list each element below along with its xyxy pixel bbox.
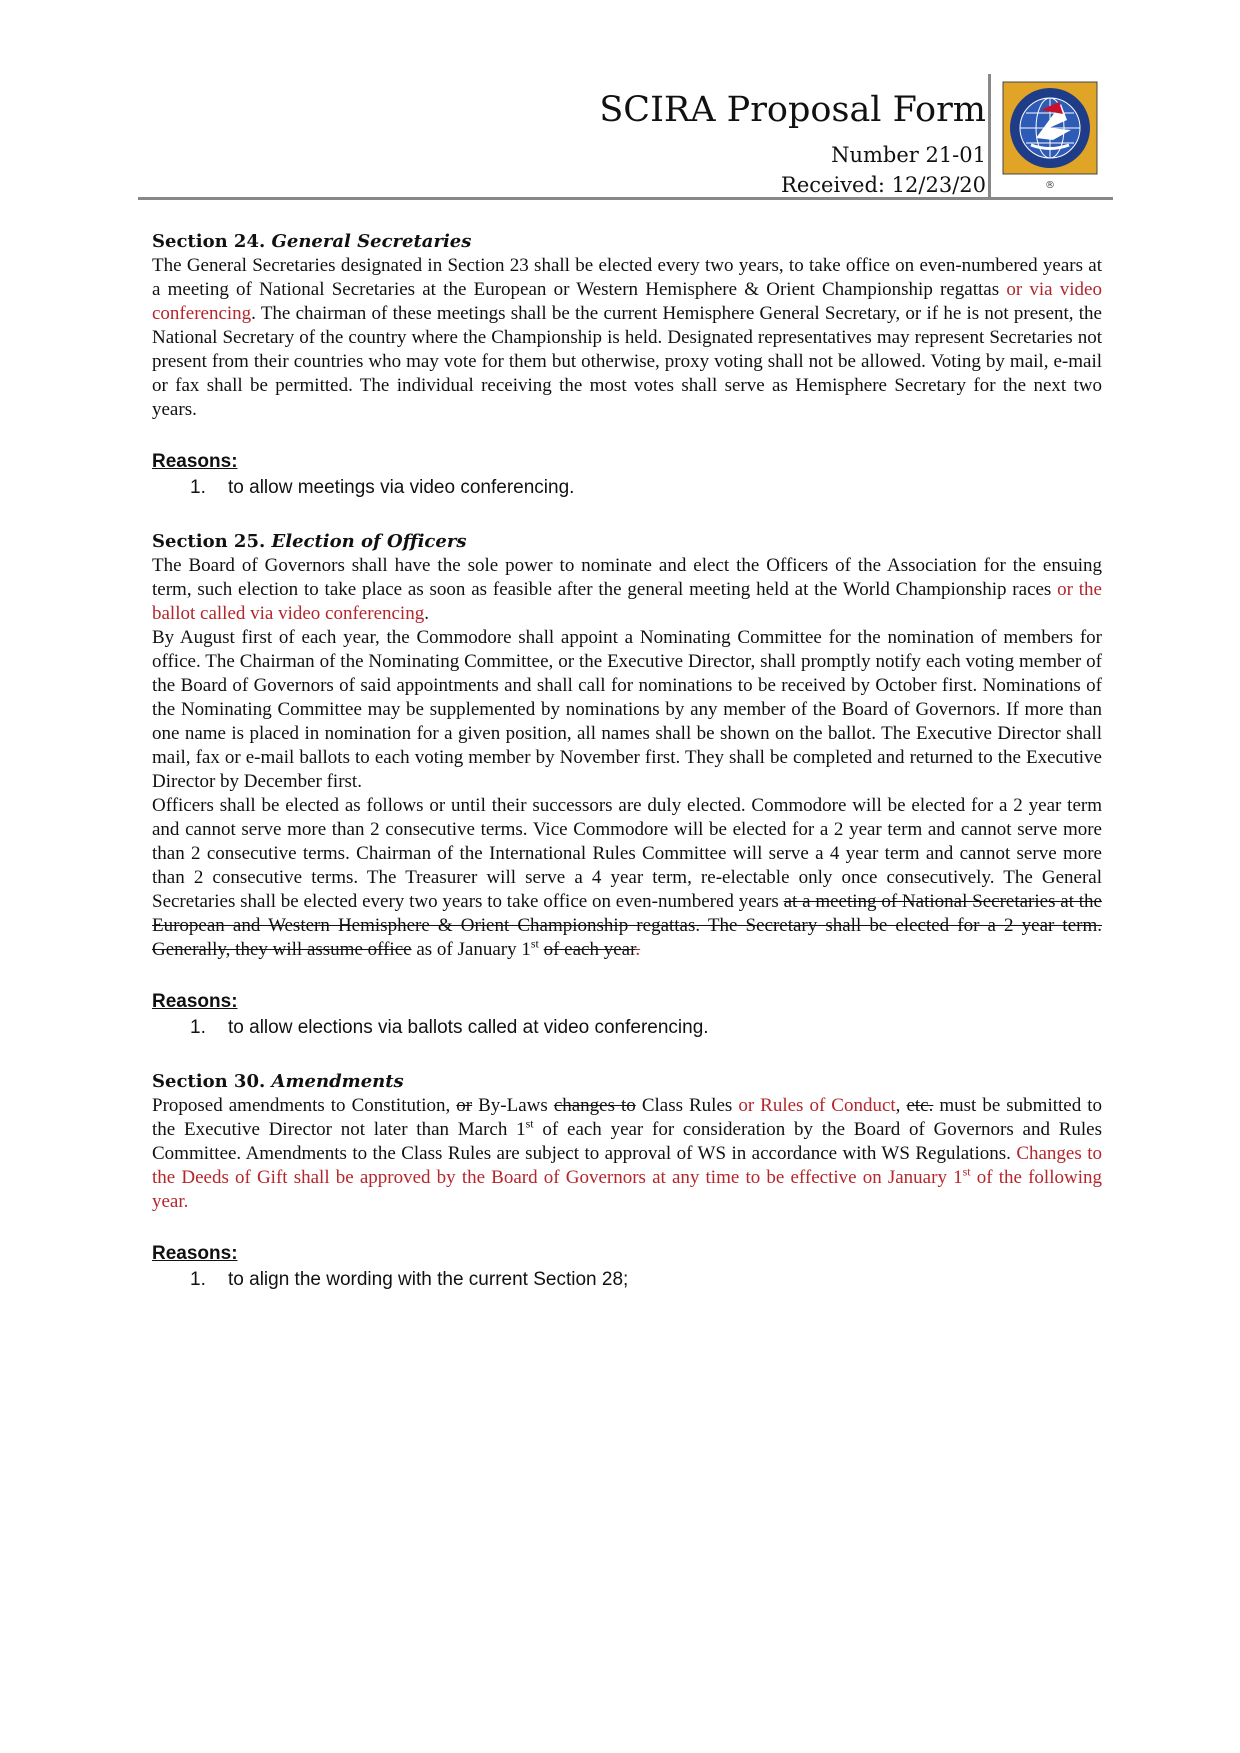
section-block [152,502,1102,1042]
reason-number: 1. [190,1269,206,1290]
section-block [152,230,1102,502]
added-text: or Rules of Conduct [738,1095,896,1116]
section-name: Election of Officers [271,531,467,552]
header-vertical-rule [988,74,991,199]
reason-text: to align the wording with the current Section 28; [228,1269,629,1290]
body-text: The General Secretaries designated in Section 23 shall be elected every two years, to take office on even-numbered years at a meeting of National Secretaries at the European or Western Hemisphere & Orient Championship regattas [152,255,1102,300]
section-spacer [152,502,1102,530]
reason-list-item [152,474,1102,502]
received-date: Received: 12/23/20 [781,173,986,197]
section-paragraph [152,254,1102,422]
body-text: , [895,1095,907,1116]
added-text: or via video conferencing [152,279,1102,324]
svg-text:®: ® [1045,180,1055,191]
reason-list-item [152,1266,1102,1294]
body-text: . [424,603,429,624]
section-paragraph [152,794,1102,962]
section-title [152,230,1102,254]
deleted-text: of each year [543,939,636,960]
reasons-heading: Reasons: [152,451,238,472]
body-text: must be submitted to the Executive Director not later than March 1 [152,1095,1103,1140]
body-text: of each year for consideration by the Board of Governors and Rules Committee. Amendments to the Class Rules are subject to approval of WS in accordance with WS Regulations. [152,1119,1103,1164]
section-number: Section 25. [152,531,272,552]
reason-list-item [152,1014,1102,1042]
section-name: General Secretaries [271,231,472,252]
document-body [152,230,1102,1294]
section-spacer [152,1042,1102,1070]
reason-text: to allow meetings via video conferencing. [228,477,575,498]
body-text: Proposed amendments to Constitution, [152,1095,457,1116]
snipe-class-logo [1001,80,1103,192]
body-text: . The chairman of these meetings shall be the current Hemisphere General Secretary, or if he is not present, the National Secretary of the country where the Championship is held. Designated representatives may represent Secretaries not present from their countries who may vote for them but otherwise, proxy voting shall not be allowed. Voting by mail, e-mail or fax shall be permitted. The individual receiving the most votes shall serve as Hemisphere Secretary for the next two years. [152,303,1102,420]
section-number: Section 24. [152,231,272,252]
section-number: Section 30. [152,1071,272,1092]
ordinal-superscript: st [530,936,539,951]
proposal-number: Number 21-01 [831,143,986,167]
section-block [152,1042,1102,1294]
body-text: By-Laws [472,1095,554,1116]
header-horizontal-rule [138,197,1113,200]
section-name: Amendments [271,1071,404,1092]
reason-text: to allow elections via ballots called at video conferencing. [228,1017,709,1038]
header-text-block [386,74,986,200]
deleted-text: or [456,1095,473,1116]
section-paragraph [152,1094,1102,1214]
section-paragraph [152,626,1102,794]
body-text: The Board of Governors shall have the sole power to nominate and elect the Officers of the Association for the ensuing term, such election to take place as soon as feasible after the general meeting held at the World Championship races [152,555,1102,600]
deleted-text: etc. [906,1095,934,1116]
ordinal-superscript: st [525,1116,534,1131]
document-header [138,74,1113,199]
reason-number: 1. [190,1017,206,1038]
reason-number: 1. [190,477,206,498]
reasons-heading: Reasons: [152,1243,238,1264]
section-title [152,1070,1102,1094]
document-title: SCIRA Proposal Form [599,90,986,130]
sections-container [152,230,1102,1294]
body-text: By August first of each year, the Commodore shall appoint a Nominating Committee for the nomination of members for office. The Chairman of the Nominating Committee, or the Executive Director, shall promptly notify each voting member of the Board of Governors of said appointments and shall call for nominations to be received by October first. Nominations of the Nominating Committee may be supplemented by nominations by any member of the Board of Governors. If more than one name is placed in nomination for a given position, all names shall be shown on the ballot. The Executive Director shall mail, fax or e-mail ballots to each voting member by November first. They shall be completed and returned to the Executive Director by December first. [152,627,1102,792]
body-text: Officers shall be elected as follows or until their successors are duly elected. Commodore will be elected for a 2 year term and cannot serve more than 2 consecutive terms. Vice Commodore will be elected for a 2 year term and cannot serve more than 2 consecutive terms. Chairman of the International Rules Committee will serve a 4 year term and cannot serve more than 2 consecutive terms. The Treasurer will serve a 4 year term, re-electable only once consecutively. The General Secretaries shall be elected every two years to take office on even-numbered years [152,795,1102,912]
body-text: as of January 1 [411,939,531,960]
ordinal-superscript: st [962,1164,971,1179]
deleted-text: . [635,939,641,960]
deleted-text: changes to [553,1095,636,1116]
added-text: of the following year. [152,1167,1102,1212]
reasons-heading: Reasons: [152,991,238,1012]
section-title [152,530,1102,554]
added-text: Changes to the Deeds of Gift shall be approved by the Board of Governors at any time to be effective on January 1 [152,1143,1102,1188]
deleted-text: at a meeting of National Secretaries at the European and Western Hemisphere & Orient Championship regattas. The Secretary shall be elected for a 2 year term. Generally, they will assume office [152,891,1102,960]
section-paragraph [152,554,1102,626]
body-text: Class Rules [635,1095,739,1116]
added-text: or the ballot called via video conferencing [152,579,1102,624]
